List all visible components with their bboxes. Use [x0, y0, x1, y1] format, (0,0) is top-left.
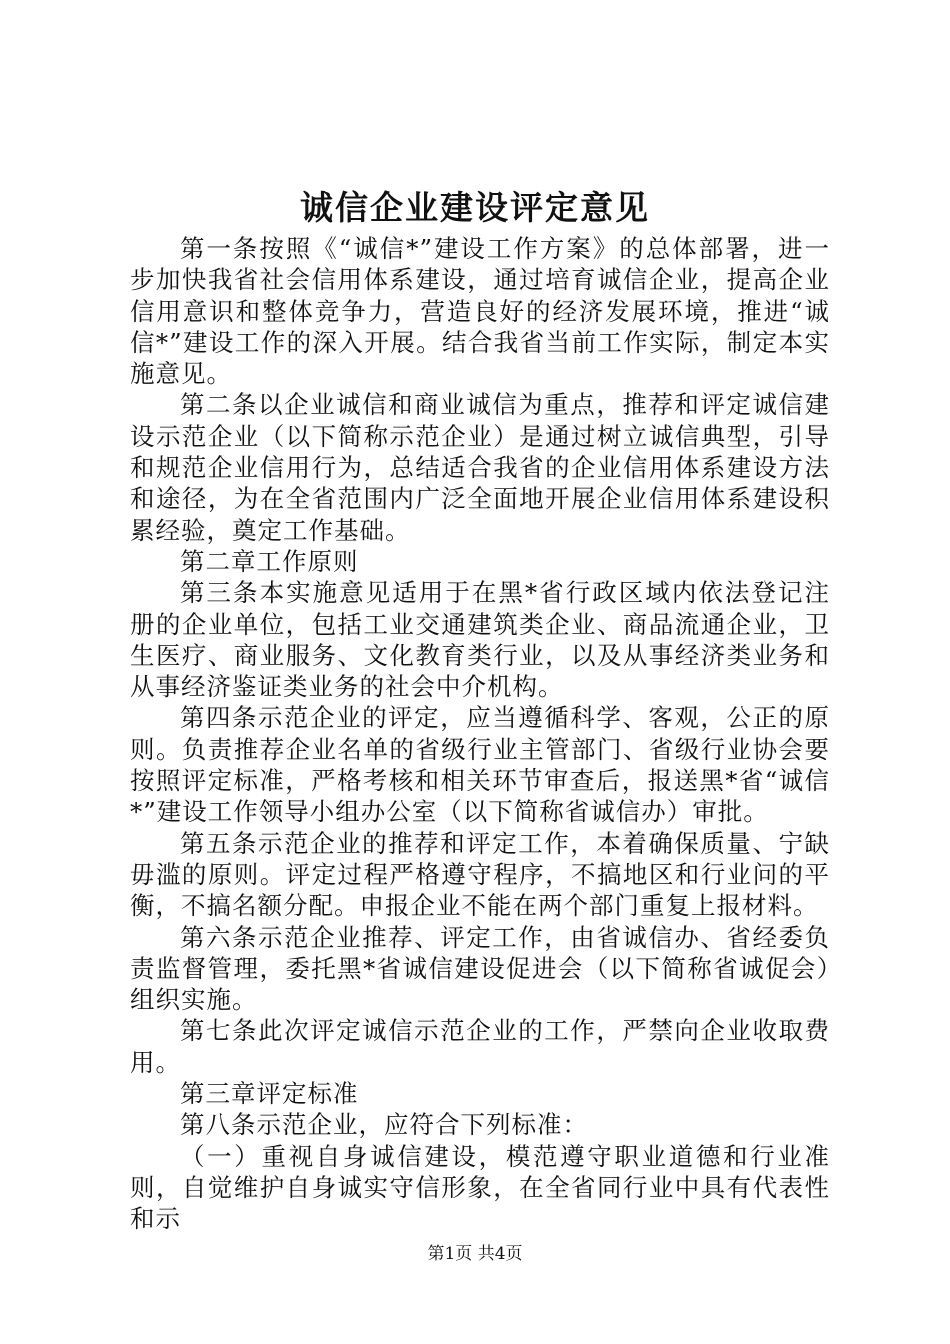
chapter-heading-2: 第二章工作原则	[180, 546, 359, 576]
paragraph-article-4: 第四条示范企业的评定，应当遵循科学、客观，公正的原则。负责推荐企业名单的省级行业主管部门、省级行业协会要按照评定标准，严格考核和相关环节审查后，报送黑*省“诚信*”建设工作领导小组办公室（以下简称省诚信办）审批。	[130, 703, 830, 827]
paragraph-article-5: 第五条示范企业的推荐和评定工作，本着确保质量、宁缺毋滥的原则。评定过程严格遵守程序，不搞地区和行业问的平衡，不搞名额分配。申报企业不能在两个部门重复上报材料。	[130, 828, 830, 921]
document-title: 诚信企业建设评定意见	[300, 188, 650, 227]
page-footer: 第1页 共4页	[427, 1244, 523, 1264]
paragraph-article-8: 第八条示范企业，应符合下列标准：	[180, 1110, 588, 1140]
chapter-heading-3: 第三章评定标准	[180, 1079, 359, 1109]
paragraph-article-7: 第七条此次评定诚信示范企业的工作，严禁向企业收取费用。	[130, 1016, 830, 1077]
paragraph-article-1: 第一条按照《“诚信*”建设工作方案》的总体部署，进一步加快我省社会信用体系建设，通过培育诚信企业，提高企业信用意识和整体竞争力，营造良好的经济发展环境，推进“诚信*”建设工作的深入开展。结合我省当前工作实际，制定本实施意见。	[130, 234, 830, 389]
document-body	[130, 233, 830, 1235]
paragraph-article-3: 第三条本实施意见适用于在黑*省行政区域内依法登记注册的企业单位，包括工业交通建筑类企业、商品流通企业，卫生医疗、商业服务、文化教育类行业，以及从事经济类业务和从事经济鉴证类业务的社会中介机构。	[130, 578, 830, 702]
paragraph-article-6: 第六条示范企业推荐、评定工作，由省诚信办、省经委负责监督管理，委托黑*省诚信建设促进会（以下简称省诚促会）组织实施。	[130, 922, 830, 1015]
paragraph-item-1: （一）重视自身诚信建设，模范遵守职业道德和行业准则，自觉维护自身诚实守信形象，在全省同行业中具有代表性和示	[130, 1141, 830, 1234]
paragraph-article-2: 第二条以企业诚信和商业诚信为重点，推荐和评定诚信建设示范企业（以下简称示范企业）是通过树立诚信典型，引导和规范企业信用行为，总结适合我省的企业信用体系建设方法和途径，为在全省范围内广泛全面地开展企业信用体系建设积累经验，奠定工作基础。	[130, 390, 830, 545]
